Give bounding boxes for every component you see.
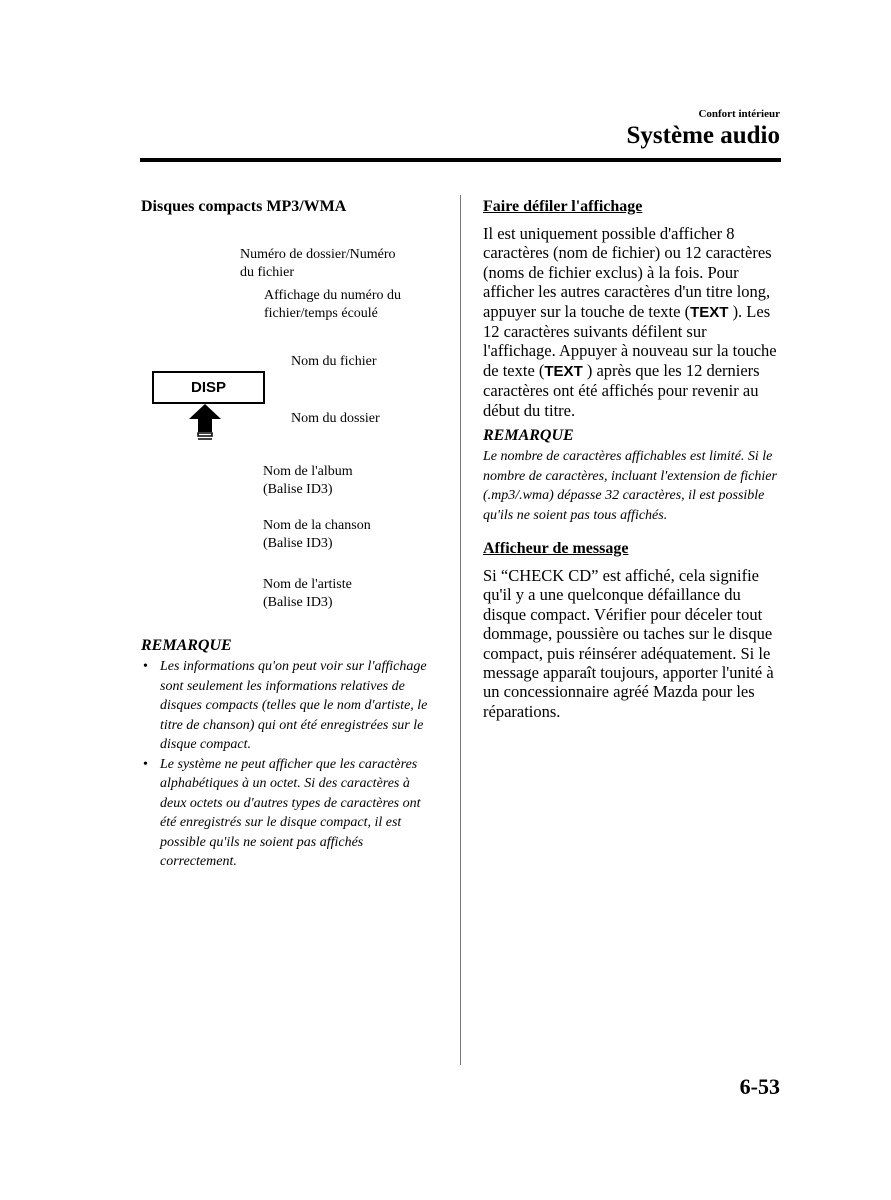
page-number: 6-53 xyxy=(739,1074,780,1099)
list-item: • Le système ne peut afficher que les caractères alphabétiques à un octet. Si des caractères à deux octets ou d'autres types de caractères ont été enregistrés sur le disque compact, il est possible qu'ils ne soient pas affichés correctement. xyxy=(143,756,421,869)
message-display-text: Si “CHECK CD” est affiché, cela signifie qu'il y a une quelconque défaillance du disque compact. Vérifier pour déceler tout dommage, poussière ou taches sur le disque compact, puis réinsérer adéquatement. Si le message apparaît toujours, apporter l'unité à un concessionnaire agréé Mazda pour les réparations. xyxy=(483,566,774,721)
left-note-list xyxy=(141,657,436,872)
arrow-up-icon xyxy=(185,402,225,442)
right-note-text: Le nombre de caractères affichables est limité. Si le nombre de caractères, incluant l'extension de fichier (.mp3/.wma) dépasse 32 caractères, il est possible qu'ils ne soient pas tous affichés. xyxy=(483,449,777,523)
text-key-label: TEXT xyxy=(690,303,729,321)
label-song: Nom de la chanson (Balise ID3) xyxy=(263,518,371,551)
text-key-label: TEXT xyxy=(544,362,583,380)
disp-button: DISP xyxy=(152,371,265,404)
scroll-display-text: Il est uniquement possible d'afficher 8 caractères (nom de fichier) ou 12 caractères (noms de fichier exclus) à la fois. Pour afficher les autres caractères d'un titre long, appuyer sur la touche de texte (TEXT ). Les 12 caractères suivants défilent sur l'affichage. Appuyer à nouveau sur la touche de texte (TEXT ) après que les 12 derniers caractères ont été affichés pour revenir au début du titre. xyxy=(483,224,777,420)
label-artist: Nom de l'artiste (Balise ID3) xyxy=(263,577,352,610)
label-album: Nom de l'album (Balise ID3) xyxy=(263,464,353,497)
scroll-display-heading: Faire défiler l'affichage xyxy=(483,198,643,215)
label-folder-file-number: Numéro de dossier/Numéro du fichier xyxy=(240,247,396,280)
list-item: • Les informations qu'on peut voir sur l'affichage sont seulement les informations relatives de disques compacts (telles que le nom d'artiste, le titre de chanson) qui ont été enregistrées sur le disque compact. xyxy=(143,659,428,752)
mp3-wma-heading: Disques compacts MP3/WMA xyxy=(141,198,347,215)
label-file-number-time: Affichage du numéro du fichier/temps écoulé xyxy=(264,288,401,321)
column-divider xyxy=(460,195,461,1065)
title-rule xyxy=(140,158,781,162)
label-folder-name: Nom du dossier xyxy=(291,411,380,426)
section-label: Confort intérieur xyxy=(698,108,780,120)
page-title: Système audio xyxy=(626,122,780,149)
message-display-heading: Afficheur de message xyxy=(483,540,629,557)
label-file-name: Nom du fichier xyxy=(291,354,377,369)
right-note-heading: REMARQUE xyxy=(483,427,574,444)
left-note-heading: REMARQUE xyxy=(141,637,232,654)
